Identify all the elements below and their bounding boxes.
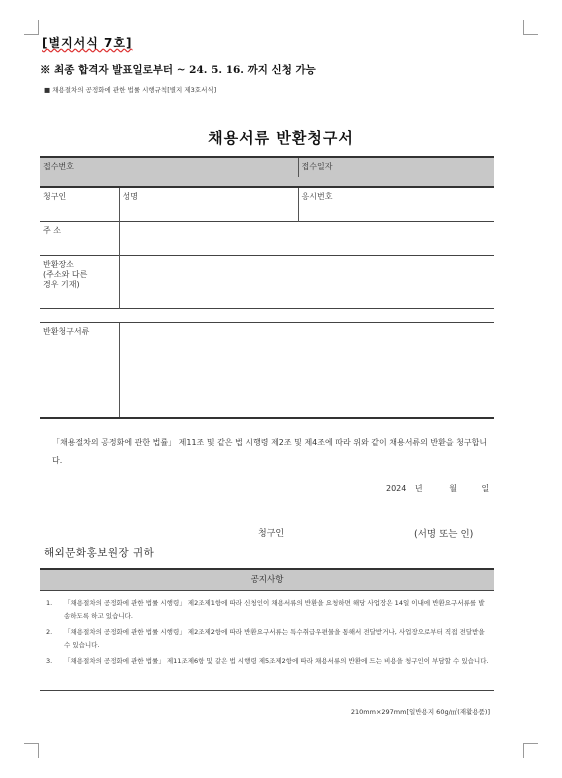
exam-number-field[interactable]: 응시번호 [298, 187, 494, 221]
return-place-label: 반환장소 (주소와 다른 경우 기재) [40, 255, 119, 308]
crop-mark-bottom-right [523, 743, 538, 758]
address-label: 주 소 [40, 221, 119, 255]
form-number-tag: [별지서식 7호] [42, 36, 133, 50]
date-line [386, 483, 489, 494]
notice-heading: 공지사항 [40, 570, 494, 591]
crop-mark-top-right [523, 20, 538, 35]
declaration-text: 「채용절차의 공정화에 관한 법률」 제11조 및 같은 법 시행령 제2조 및 제4조에 따라 위와 같이 채용서류의 반환을 청구합니다. [52, 438, 488, 465]
notice-item: 3. 「채용절차의 공정화에 관한 법률」 제11조제6항 및 같은 법 시행령 제5조제2항에 따라 채용서류의 반환에 드는 비용을 청구인이 부담할 수 있습니다. [46, 657, 489, 665]
notice-item: 2. 「채용절차의 공정화에 관한 법률 시행령」 제2조제2항에 따라 반환요구서류는 특수취급우편물을 통해서 전달받거나, 사업장으로부터 직접 전달받을 수 있습니다. [46, 628, 485, 649]
receipt-number-field: 접수번호 [40, 157, 298, 177]
deadline-notice: ※ 최종 합격자 발표일로부터 ~ 24. 5. 16. 까지 신청 가능 [40, 64, 316, 76]
page-title: 채용서류 반환청구서 [208, 129, 354, 147]
date-month-unit: 월 [449, 484, 457, 493]
paper-spec: 210mm×297mm[일반용지 60g/㎡(재활용품)] [350, 708, 490, 716]
address-field[interactable] [119, 221, 494, 255]
crop-mark-bottom-left [24, 743, 39, 758]
date-day-unit: 일 [481, 484, 490, 493]
notice-section [40, 568, 494, 671]
notice-list [40, 591, 494, 668]
return-place-field[interactable] [119, 255, 494, 308]
addressee: 해외문화홍보원장 귀하 [44, 547, 155, 559]
legal-basis: ■ 채용절차의 공정화에 관한 법률 시행규칙[별지 제3호서식] [44, 86, 217, 94]
notice-item: 1. 「채용절차의 공정화에 관한 법률 시행령」 제2조제1항에 따라 신청인이 채용서류의 반환을 요청하면 해당 사업장은 14일 이내에 반환요구서류를 발송하도록 하고 있습니다. [46, 599, 485, 620]
requested-documents-field[interactable] [119, 322, 494, 418]
applicant-label: 청구인 [40, 187, 119, 221]
application-form [40, 156, 494, 419]
notice-bottom-rule [40, 690, 494, 691]
requested-documents-label: 반환청구서류 [40, 322, 119, 418]
receipt-date-field: 접수일자 [298, 157, 494, 177]
signature-field[interactable]: (서명 또는 인) [414, 529, 474, 540]
crop-mark-top-left [24, 20, 39, 35]
date-year: 2024 [386, 484, 407, 493]
applicant-signature-label: 청구인 [258, 529, 285, 539]
date-year-unit: 년 [414, 484, 423, 493]
name-field[interactable]: 성명 [119, 187, 298, 221]
